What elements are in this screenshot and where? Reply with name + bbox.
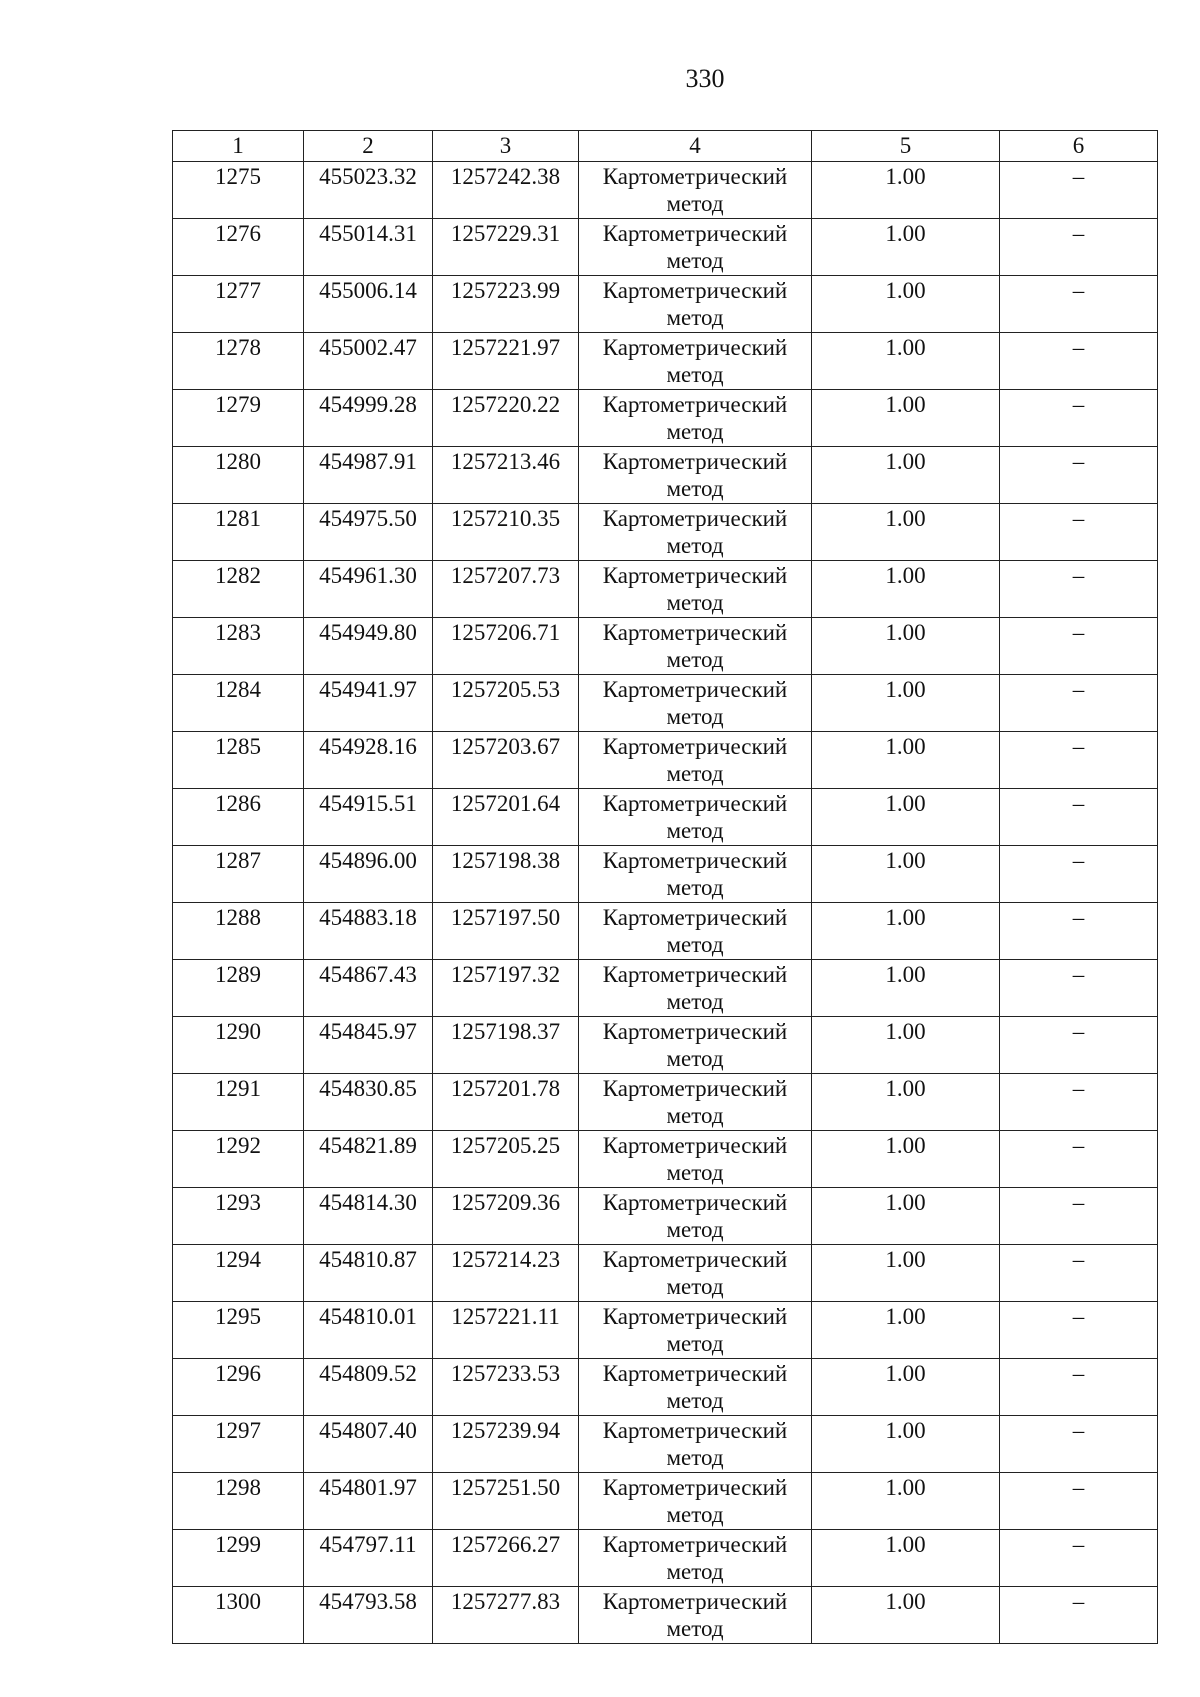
note-cell: –	[1000, 960, 1158, 1017]
note-cell: –	[1000, 162, 1158, 219]
table-row	[173, 618, 1158, 675]
method-cell: Картометрический метод	[579, 1245, 812, 1302]
point-number-cell: 1289	[173, 960, 304, 1017]
note-cell: –	[1000, 618, 1158, 675]
column-header-5: 5	[812, 131, 1000, 162]
accuracy-cell: 1.00	[812, 1131, 1000, 1188]
point-number-cell: 1298	[173, 1473, 304, 1530]
method-cell: Картометрический метод	[579, 333, 812, 390]
x-coordinate-cell: 455014.31	[304, 219, 433, 276]
page-number: 330	[685, 64, 725, 93]
point-number-cell: 1279	[173, 390, 304, 447]
header-row	[173, 131, 1158, 162]
y-coordinate-cell: 1257233.53	[433, 1359, 579, 1416]
point-number-cell: 1282	[173, 561, 304, 618]
note-cell: –	[1000, 1302, 1158, 1359]
y-coordinate-cell: 1257213.46	[433, 447, 579, 504]
table-row	[173, 1245, 1158, 1302]
x-coordinate-cell: 454896.00	[304, 846, 433, 903]
method-cell: Картометрический метод	[579, 1017, 812, 1074]
method-cell: Картометрический метод	[579, 219, 812, 276]
note-cell: –	[1000, 1017, 1158, 1074]
table-row	[173, 1359, 1158, 1416]
y-coordinate-cell: 1257205.25	[433, 1131, 579, 1188]
accuracy-cell: 1.00	[812, 219, 1000, 276]
point-number-cell: 1286	[173, 789, 304, 846]
y-coordinate-cell: 1257197.50	[433, 903, 579, 960]
accuracy-cell: 1.00	[812, 447, 1000, 504]
column-header-3: 3	[433, 131, 579, 162]
x-coordinate-cell: 455002.47	[304, 333, 433, 390]
y-coordinate-cell: 1257205.53	[433, 675, 579, 732]
accuracy-cell: 1.00	[812, 1017, 1000, 1074]
method-cell: Картометрический метод	[579, 447, 812, 504]
table-row	[173, 1587, 1158, 1644]
note-cell: –	[1000, 447, 1158, 504]
accuracy-cell: 1.00	[812, 504, 1000, 561]
method-cell: Картометрический метод	[579, 732, 812, 789]
x-coordinate-cell: 454845.97	[304, 1017, 433, 1074]
point-number-cell: 1293	[173, 1188, 304, 1245]
note-cell: –	[1000, 219, 1158, 276]
x-coordinate-cell: 455023.32	[304, 162, 433, 219]
accuracy-cell: 1.00	[812, 390, 1000, 447]
y-coordinate-cell: 1257203.67	[433, 732, 579, 789]
accuracy-cell: 1.00	[812, 276, 1000, 333]
method-cell: Картометрический метод	[579, 1302, 812, 1359]
accuracy-cell: 1.00	[812, 903, 1000, 960]
x-coordinate-cell: 454810.01	[304, 1302, 433, 1359]
method-cell: Картометрический метод	[579, 561, 812, 618]
table-row	[173, 390, 1158, 447]
point-number-cell: 1278	[173, 333, 304, 390]
table-row	[173, 675, 1158, 732]
point-number-cell: 1288	[173, 903, 304, 960]
y-coordinate-cell: 1257206.71	[433, 618, 579, 675]
point-number-cell: 1280	[173, 447, 304, 504]
y-coordinate-cell: 1257201.64	[433, 789, 579, 846]
point-number-cell: 1283	[173, 618, 304, 675]
method-cell: Картометрический метод	[579, 1074, 812, 1131]
note-cell: –	[1000, 1416, 1158, 1473]
x-coordinate-cell: 454987.91	[304, 447, 433, 504]
table-body	[173, 162, 1158, 1644]
column-header-2: 2	[304, 131, 433, 162]
y-coordinate-cell: 1257209.36	[433, 1188, 579, 1245]
x-coordinate-cell: 454830.85	[304, 1074, 433, 1131]
method-cell: Картометрический метод	[579, 903, 812, 960]
y-coordinate-cell: 1257242.38	[433, 162, 579, 219]
y-coordinate-cell: 1257220.22	[433, 390, 579, 447]
y-coordinate-cell: 1257251.50	[433, 1473, 579, 1530]
column-header-6: 6	[1000, 131, 1158, 162]
point-number-cell: 1284	[173, 675, 304, 732]
table-row	[173, 1416, 1158, 1473]
table-row	[173, 903, 1158, 960]
accuracy-cell: 1.00	[812, 675, 1000, 732]
table-row	[173, 1188, 1158, 1245]
y-coordinate-cell: 1257214.23	[433, 1245, 579, 1302]
y-coordinate-cell: 1257229.31	[433, 219, 579, 276]
accuracy-cell: 1.00	[812, 162, 1000, 219]
x-coordinate-cell: 454915.51	[304, 789, 433, 846]
y-coordinate-cell: 1257277.83	[433, 1587, 579, 1644]
point-number-cell: 1297	[173, 1416, 304, 1473]
note-cell: –	[1000, 1587, 1158, 1644]
x-coordinate-cell: 454999.28	[304, 390, 433, 447]
method-cell: Картометрический метод	[579, 1416, 812, 1473]
y-coordinate-cell: 1257197.32	[433, 960, 579, 1017]
point-number-cell: 1296	[173, 1359, 304, 1416]
note-cell: –	[1000, 276, 1158, 333]
x-coordinate-cell: 455006.14	[304, 276, 433, 333]
method-cell: Картометрический метод	[579, 1359, 812, 1416]
method-cell: Картометрический метод	[579, 960, 812, 1017]
x-coordinate-cell: 454949.80	[304, 618, 433, 675]
table-row	[173, 789, 1158, 846]
note-cell: –	[1000, 846, 1158, 903]
method-cell: Картометрический метод	[579, 1131, 812, 1188]
note-cell: –	[1000, 1245, 1158, 1302]
table-row	[173, 219, 1158, 276]
method-cell: Картометрический метод	[579, 846, 812, 903]
point-number-cell: 1287	[173, 846, 304, 903]
note-cell: –	[1000, 1131, 1158, 1188]
point-number-cell: 1285	[173, 732, 304, 789]
table-row	[173, 1473, 1158, 1530]
method-cell: Картометрический метод	[579, 390, 812, 447]
point-number-cell: 1300	[173, 1587, 304, 1644]
x-coordinate-cell: 454928.16	[304, 732, 433, 789]
column-header-1: 1	[173, 131, 304, 162]
coordinates-table	[172, 130, 1158, 1644]
y-coordinate-cell: 1257207.73	[433, 561, 579, 618]
point-number-cell: 1275	[173, 162, 304, 219]
table-row	[173, 1131, 1158, 1188]
column-header-4: 4	[579, 131, 812, 162]
point-number-cell: 1295	[173, 1302, 304, 1359]
table-row	[173, 1017, 1158, 1074]
x-coordinate-cell: 454814.30	[304, 1188, 433, 1245]
table-row	[173, 276, 1158, 333]
note-cell: –	[1000, 390, 1158, 447]
table-row	[173, 561, 1158, 618]
note-cell: –	[1000, 903, 1158, 960]
accuracy-cell: 1.00	[812, 732, 1000, 789]
table-row	[173, 1074, 1158, 1131]
note-cell: –	[1000, 1074, 1158, 1131]
table-row	[173, 846, 1158, 903]
method-cell: Картометрический метод	[579, 276, 812, 333]
accuracy-cell: 1.00	[812, 960, 1000, 1017]
x-coordinate-cell: 454797.11	[304, 1530, 433, 1587]
note-cell: –	[1000, 675, 1158, 732]
method-cell: Картометрический метод	[579, 1587, 812, 1644]
x-coordinate-cell: 454821.89	[304, 1131, 433, 1188]
x-coordinate-cell: 454807.40	[304, 1416, 433, 1473]
point-number-cell: 1294	[173, 1245, 304, 1302]
table-row	[173, 504, 1158, 561]
table-row	[173, 1302, 1158, 1359]
accuracy-cell: 1.00	[812, 1530, 1000, 1587]
x-coordinate-cell: 454809.52	[304, 1359, 433, 1416]
y-coordinate-cell: 1257266.27	[433, 1530, 579, 1587]
y-coordinate-cell: 1257198.37	[433, 1017, 579, 1074]
note-cell: –	[1000, 789, 1158, 846]
accuracy-cell: 1.00	[812, 1416, 1000, 1473]
table-row	[173, 960, 1158, 1017]
table-row	[173, 162, 1158, 219]
table-row	[173, 1530, 1158, 1587]
accuracy-cell: 1.00	[812, 1473, 1000, 1530]
note-cell: –	[1000, 333, 1158, 390]
method-cell: Картометрический метод	[579, 1473, 812, 1530]
note-cell: –	[1000, 732, 1158, 789]
point-number-cell: 1292	[173, 1131, 304, 1188]
y-coordinate-cell: 1257239.94	[433, 1416, 579, 1473]
point-number-cell: 1276	[173, 219, 304, 276]
y-coordinate-cell: 1257221.11	[433, 1302, 579, 1359]
method-cell: Картометрический метод	[579, 789, 812, 846]
note-cell: –	[1000, 1188, 1158, 1245]
x-coordinate-cell: 454941.97	[304, 675, 433, 732]
x-coordinate-cell: 454975.50	[304, 504, 433, 561]
note-cell: –	[1000, 1473, 1158, 1530]
note-cell: –	[1000, 1359, 1158, 1416]
note-cell: –	[1000, 1530, 1158, 1587]
x-coordinate-cell: 454961.30	[304, 561, 433, 618]
accuracy-cell: 1.00	[812, 846, 1000, 903]
y-coordinate-cell: 1257201.78	[433, 1074, 579, 1131]
note-cell: –	[1000, 561, 1158, 618]
table-row	[173, 447, 1158, 504]
x-coordinate-cell: 454793.58	[304, 1587, 433, 1644]
accuracy-cell: 1.00	[812, 1587, 1000, 1644]
note-cell: –	[1000, 504, 1158, 561]
accuracy-cell: 1.00	[812, 1302, 1000, 1359]
table-header	[173, 131, 1158, 162]
accuracy-cell: 1.00	[812, 1359, 1000, 1416]
method-cell: Картометрический метод	[579, 618, 812, 675]
point-number-cell: 1277	[173, 276, 304, 333]
accuracy-cell: 1.00	[812, 1245, 1000, 1302]
x-coordinate-cell: 454810.87	[304, 1245, 433, 1302]
y-coordinate-cell: 1257210.35	[433, 504, 579, 561]
accuracy-cell: 1.00	[812, 1188, 1000, 1245]
method-cell: Картометрический метод	[579, 504, 812, 561]
point-number-cell: 1299	[173, 1530, 304, 1587]
x-coordinate-cell: 454801.97	[304, 1473, 433, 1530]
x-coordinate-cell: 454867.43	[304, 960, 433, 1017]
point-number-cell: 1281	[173, 504, 304, 561]
method-cell: Картометрический метод	[579, 1188, 812, 1245]
point-number-cell: 1291	[173, 1074, 304, 1131]
accuracy-cell: 1.00	[812, 789, 1000, 846]
y-coordinate-cell: 1257198.38	[433, 846, 579, 903]
y-coordinate-cell: 1257221.97	[433, 333, 579, 390]
accuracy-cell: 1.00	[812, 1074, 1000, 1131]
accuracy-cell: 1.00	[812, 618, 1000, 675]
method-cell: Картометрический метод	[579, 1530, 812, 1587]
table-row	[173, 732, 1158, 789]
point-number-cell: 1290	[173, 1017, 304, 1074]
y-coordinate-cell: 1257223.99	[433, 276, 579, 333]
accuracy-cell: 1.00	[812, 333, 1000, 390]
x-coordinate-cell: 454883.18	[304, 903, 433, 960]
method-cell: Картометрический метод	[579, 162, 812, 219]
accuracy-cell: 1.00	[812, 561, 1000, 618]
method-cell: Картометрический метод	[579, 675, 812, 732]
table-row	[173, 333, 1158, 390]
